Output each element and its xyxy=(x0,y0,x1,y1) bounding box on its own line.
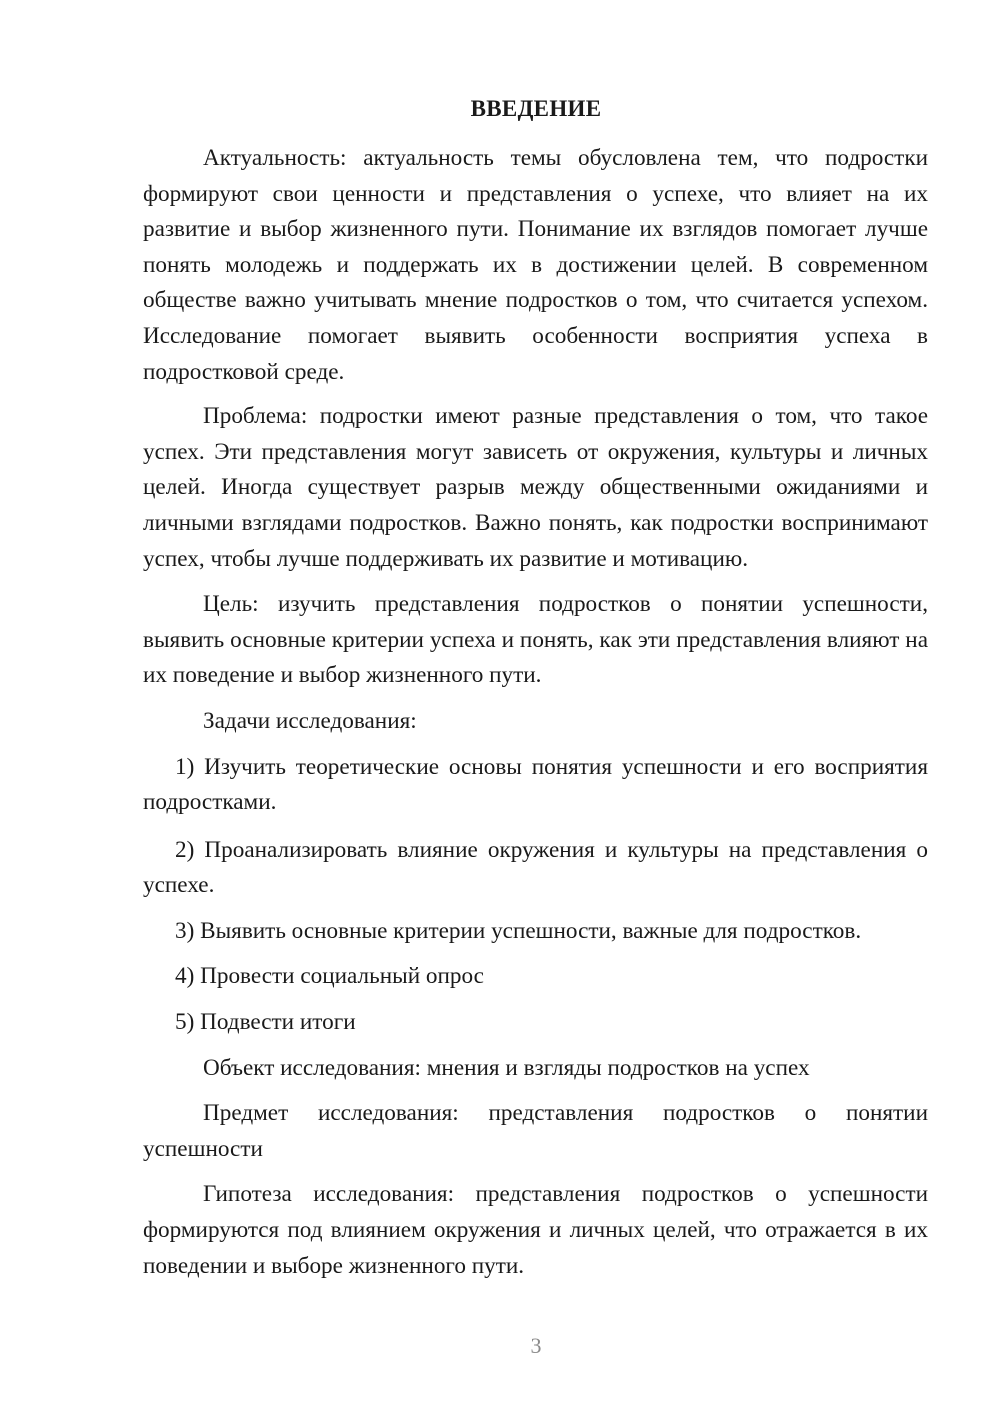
task-item: 3) Выявить основные критерии успешности, важные для подростков. xyxy=(175,917,862,944)
task-item: 2) Проанализировать влияние окружения и культуры на представления о успехе. xyxy=(143,836,928,899)
hypothesis-paragraph: Гипотеза исследования: представления подростков о успешности формируются под влиянием окружения и личных целей, что отражается в их поведении и выборе жизненного пути. xyxy=(143,1181,928,1279)
task-item: 1) Изучить теоретические основы понятия успешности и его восприятия подростками. xyxy=(143,753,928,816)
task-item: 4) Провести социальный опрос xyxy=(175,963,484,990)
relevance-paragraph: Актуальность: актуальность темы обусловлена тем, что подростки формируют свои ценности и представления о успехе, что влияет на их развитие и выбор жизненного пути. Понимание их взглядов помогает лучше понять молодежь и поддержать их в достижении целей. В современном обществе важно учитывать мнение подростков о том, что считается успехом. Исследование помогает выявить особенности восприятия успеха в подростковой среде. xyxy=(143,145,928,385)
page-number: 3 xyxy=(530,1333,542,1358)
task-item: 5) Подвести итоги xyxy=(175,1009,356,1036)
subject-paragraph: Предмет исследования: представления подростков о понятии успешности xyxy=(143,1100,928,1162)
tasks-heading: Задачи исследования: xyxy=(203,707,417,734)
goal-paragraph: Цель: изучить представления подростков о понятии успешности, выявить основные критерии успеха и понять, как эти представления влияют на их поведение и выбор жизненного пути. xyxy=(143,591,928,689)
section-title: ВВЕДЕНИЕ xyxy=(470,96,602,121)
problem-paragraph: Проблема: подростки имеют разные представления о том, что такое успех. Эти представления могут зависеть от окружения, культуры и личных целей. Иногда существует разрыв между общественными ожиданиями и личными взглядами подростков. Важно понять, как подростки воспринимают успех, чтобы лучше поддерживать их развитие и мотивацию. xyxy=(143,403,928,572)
body-text xyxy=(143,141,928,1284)
object-paragraph: Объект исследования: мнения и взгляды подростков на успех xyxy=(203,1054,810,1081)
